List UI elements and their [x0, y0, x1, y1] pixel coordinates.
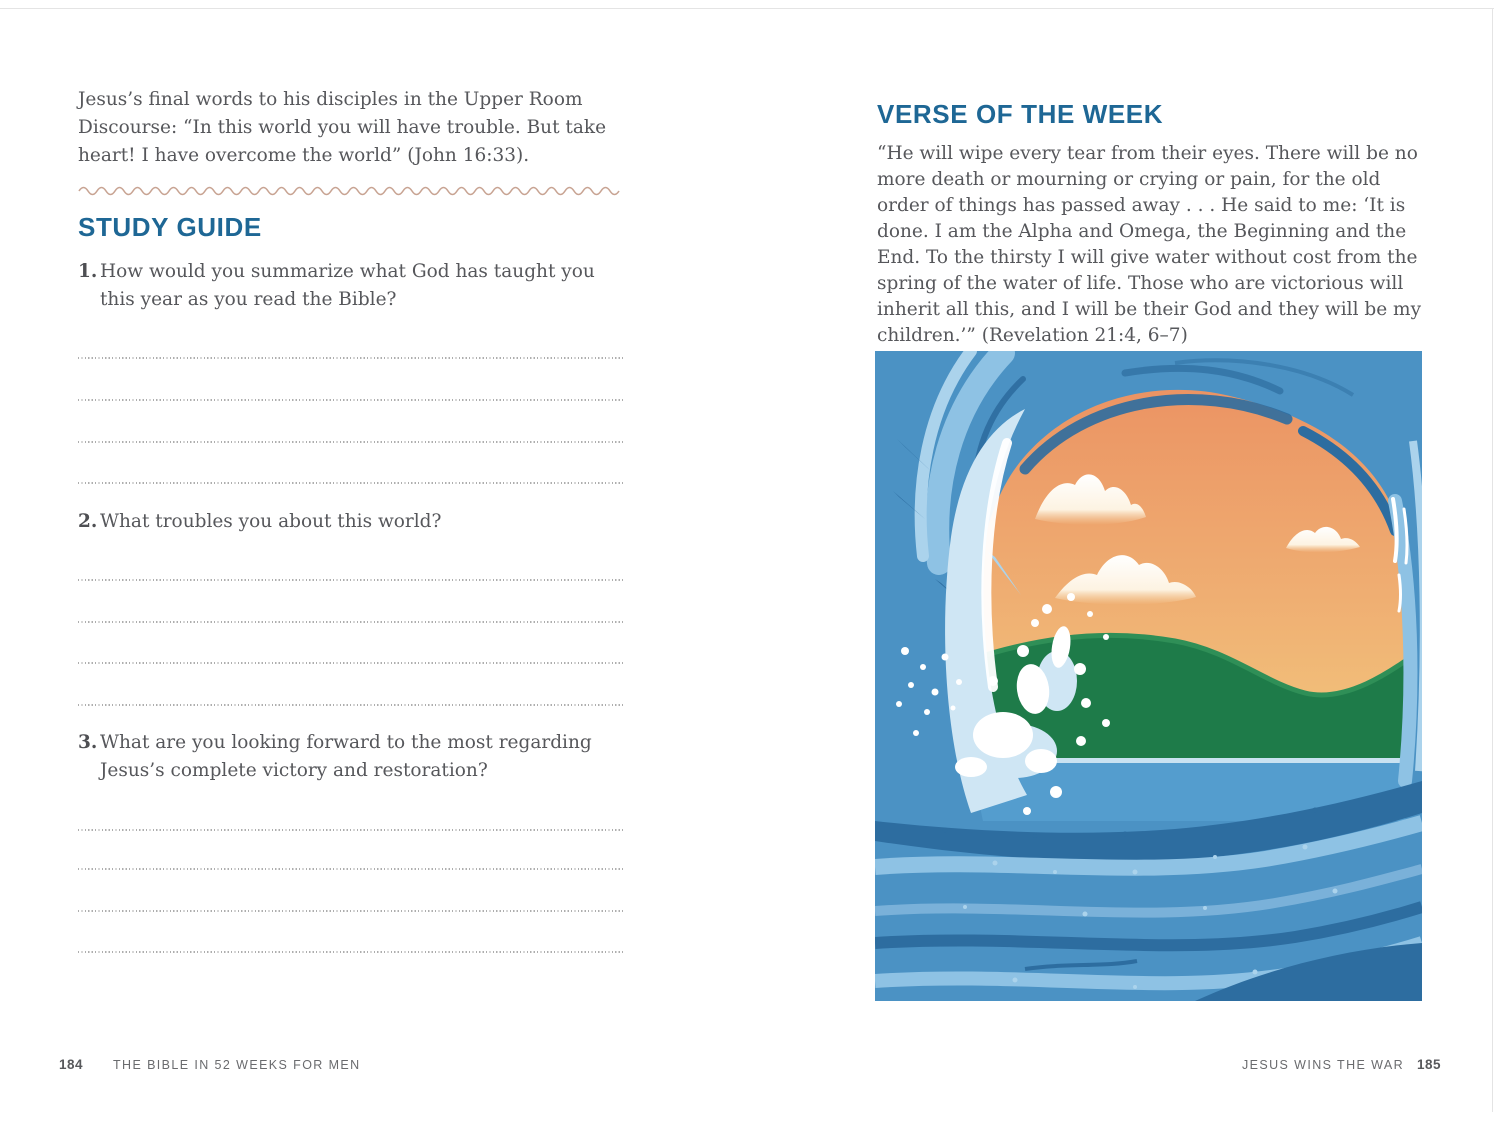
answer-line — [78, 482, 625, 484]
question-2 — [78, 508, 624, 536]
right-footer-chapter-title: JESUS WINS THE WAR — [1242, 1058, 1405, 1072]
left-footer-book-title: THE BIBLE IN 52 WEEKS FOR MEN — [113, 1058, 361, 1072]
question-2-number: 2. — [78, 511, 98, 532]
question-1-text: How would you summarize what God has taught you this year as you read the Bible? — [100, 261, 595, 310]
verse-of-the-week-heading: VERSE OF THE WEEK — [877, 99, 1164, 129]
answer-line — [78, 704, 625, 706]
answer-line — [78, 951, 625, 953]
question-1-number: 1. — [78, 261, 98, 282]
question-2-text: What troubles you about this world? — [100, 511, 442, 532]
answer-line — [78, 621, 625, 623]
answer-line — [78, 910, 625, 912]
answer-line — [78, 662, 625, 664]
answer-line — [78, 441, 625, 443]
answer-line — [78, 399, 625, 401]
page-edge-top — [0, 8, 1494, 9]
water-drip — [1399, 575, 1401, 611]
question-1 — [78, 258, 624, 314]
wave-sunset-illustration — [875, 351, 1422, 1001]
answer-line — [78, 579, 625, 581]
answer-line — [78, 357, 625, 359]
study-guide-heading: STUDY GUIDE — [78, 212, 262, 242]
left-page-number: 184 — [59, 1057, 84, 1072]
question-3-number: 3. — [78, 732, 98, 753]
verse-paragraph: “He will wipe every tear from their eyes. There will be no more death or mourning or crying or pain, for the old order of things has passed away . . . He said to me: ‘It is done. I am the Alpha and Omega, the Beginning and the End. To the thirsty I will give water without cost from the spring of the water of life. Those who are victorious will inherit all this, and I will be their God and they will be my children.’” (Revelation 21:4, 6–7) — [877, 143, 1422, 346]
answer-line — [78, 868, 625, 870]
page-edge-right — [1492, 8, 1493, 1112]
wavy-divider — [78, 182, 625, 196]
question-3-text: What are you looking forward to the most regarding Jesus’s complete victory and restoration? — [100, 732, 592, 781]
intro-paragraph: Jesus’s final words to his disciples in the Upper Room Discourse: “In this world you will have trouble. But take heart! I have overcome the world” (John 16:33). — [78, 89, 607, 166]
right-page-number: 185 — [1417, 1057, 1442, 1072]
question-3 — [78, 729, 624, 785]
answer-line — [78, 829, 625, 831]
